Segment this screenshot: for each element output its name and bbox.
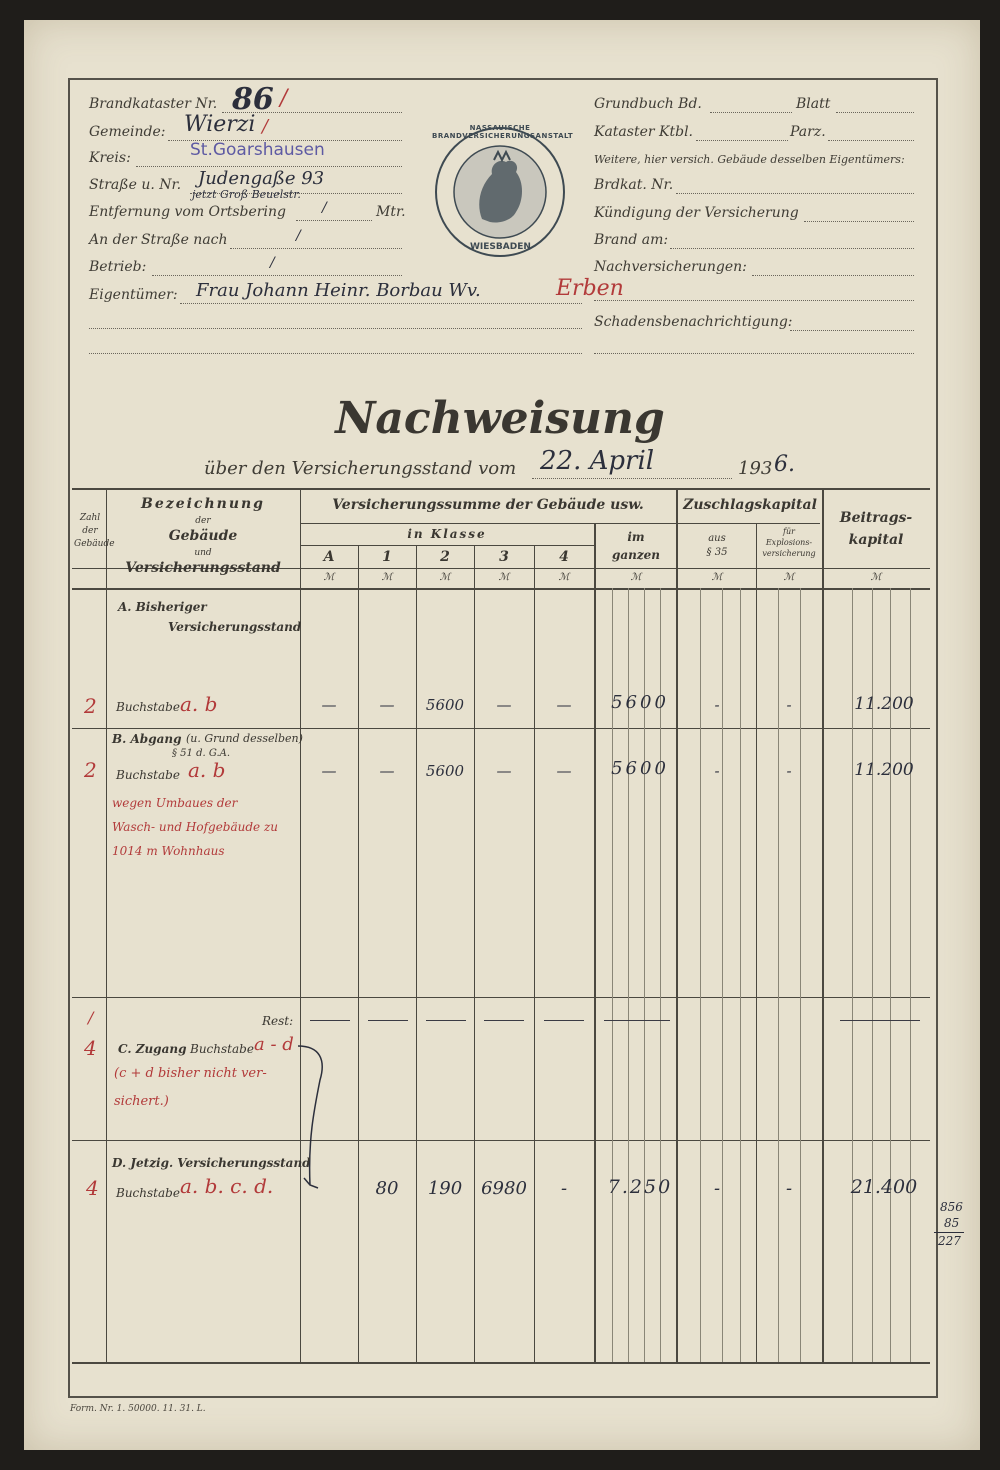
dotted-line bbox=[676, 193, 914, 194]
col-header-zahl: Zahl der Gebäude bbox=[74, 513, 115, 549]
dotted-line bbox=[180, 303, 582, 304]
table-rule bbox=[72, 588, 930, 590]
col-header-im: im bbox=[627, 530, 645, 544]
margin-calc-rule bbox=[934, 1232, 964, 1233]
dotted-line bbox=[230, 248, 402, 249]
section-a-klasse-3: — bbox=[496, 696, 512, 714]
grundbuch-label: Grundbuch Bd. bbox=[594, 96, 702, 112]
brdkat-label: Brdkat. Nr. bbox=[594, 177, 674, 193]
seal-emblem bbox=[432, 124, 574, 260]
dotted-line bbox=[152, 275, 402, 276]
col-line bbox=[474, 545, 475, 1362]
col-header-klasse-3: 3 bbox=[499, 549, 509, 565]
section-b-aus: - bbox=[714, 762, 720, 780]
unit-mark: ℳ bbox=[558, 572, 570, 583]
section-divider bbox=[72, 728, 930, 729]
col-line bbox=[676, 488, 678, 1362]
eigentuemer-label: Eigentümer: bbox=[89, 287, 178, 303]
section-c-buchstabe-label: Buchstabe bbox=[190, 1042, 254, 1056]
section-d-beitrag: 21.400 bbox=[850, 1176, 918, 1198]
betrieb-value: / bbox=[270, 255, 275, 271]
brandkataster-label: Brandkataster Nr. bbox=[89, 96, 218, 112]
col-line bbox=[822, 488, 824, 1362]
margin-calc-1: 856 bbox=[940, 1200, 963, 1214]
section-b-klasse-a: — bbox=[321, 762, 337, 780]
dotted-line bbox=[89, 353, 582, 354]
dotted-line bbox=[696, 140, 788, 141]
gemeinde-value: Wierzi bbox=[184, 112, 256, 137]
strasse-value-new: jetzt Groß Beuelstr. bbox=[192, 188, 301, 201]
col-header-gebaeude: Gebäude bbox=[168, 528, 238, 544]
parz-label: Parz. bbox=[790, 124, 826, 140]
section-a-count: 2 bbox=[84, 694, 97, 718]
gemeinde-label: Gemeinde: bbox=[89, 124, 166, 140]
col-header-klasse-4: 4 bbox=[559, 549, 569, 565]
unit-mark: ℳ bbox=[711, 572, 723, 583]
subtitle-year: 6. bbox=[774, 452, 795, 477]
rest-label: Rest: bbox=[262, 1014, 294, 1028]
section-a-title: A. Bisheriger bbox=[118, 600, 207, 614]
form-number: Form. Nr. 1. 50000. 11. 31. L. bbox=[70, 1404, 206, 1414]
dotted-line bbox=[594, 300, 914, 301]
section-c-note-2: sichert.) bbox=[114, 1094, 169, 1109]
table-top-rule bbox=[72, 488, 930, 490]
rest-dash bbox=[484, 1020, 524, 1021]
nachversicherungen-label: Nachversicherungen: bbox=[594, 259, 747, 275]
col-header-ganzen: ganzen bbox=[611, 548, 661, 562]
strasse-value: Judengaße 93 bbox=[198, 168, 325, 189]
section-a-klasse-a: — bbox=[321, 696, 337, 714]
section-d-title: D. Jetzig. Versicherungsstand bbox=[112, 1156, 311, 1170]
dotted-line bbox=[594, 353, 914, 354]
dotted-line bbox=[790, 330, 914, 331]
entfernung-label: Entfernung vom Ortsbering bbox=[89, 204, 286, 220]
section-b-klasse-4: — bbox=[556, 762, 572, 780]
col-header-in-klasse: in Klasse bbox=[407, 527, 487, 541]
section-divider bbox=[72, 1140, 930, 1141]
section-c-title: C. Zugang bbox=[118, 1042, 187, 1056]
section-a-im-ganzen: 5600 bbox=[611, 692, 669, 713]
unit-mark: ℳ bbox=[783, 572, 795, 583]
col-header-versicherung: versicherung bbox=[762, 549, 816, 558]
weitere-label: Weitere, hier versich. Gebäude desselben Eigentümers: bbox=[594, 153, 905, 166]
kreis-stamp: St.Goarshausen bbox=[190, 140, 325, 160]
dotted-line bbox=[710, 112, 792, 113]
col-header-versicherungssumme: Versicherungssumme der Gebäude usw. bbox=[332, 497, 644, 513]
col-header-para35: § 35 bbox=[706, 547, 728, 558]
seal-outer-text: NASSAUISCHE BRANDVERSICHERUNGSANSTALT bbox=[432, 124, 574, 140]
col-line bbox=[106, 488, 107, 1362]
col-header-fuer: für bbox=[783, 527, 795, 536]
section-b-note-2: Wasch- und Hofgebäude zu bbox=[112, 820, 279, 834]
section-d-klasse-1: 80 bbox=[375, 1178, 399, 1199]
bracket-arrow bbox=[290, 1040, 330, 1200]
section-a-aus: - bbox=[714, 696, 720, 714]
eigentuemer-value-red: Erben bbox=[556, 276, 624, 301]
section-a-beitrag: 11.200 bbox=[854, 694, 914, 714]
dotted-line bbox=[828, 140, 914, 141]
section-b-title: B. Abgang bbox=[112, 732, 182, 746]
col-header-versicherungsstand: Versicherungsstand bbox=[125, 560, 281, 576]
col-header-und: und bbox=[194, 548, 212, 558]
section-a-buchstabe-label: Buchstabe bbox=[116, 700, 180, 714]
entfernung-unit: Mtr. bbox=[376, 204, 406, 220]
subtitle-year-prefix: 193 bbox=[738, 458, 773, 479]
seal-bottom-text: WIESBADEN bbox=[470, 242, 531, 252]
section-d-buchstabe-label: Buchstabe bbox=[116, 1186, 180, 1200]
red-tick: / bbox=[280, 86, 288, 111]
rest-dash bbox=[840, 1020, 920, 1021]
section-c-count: 4 bbox=[84, 1036, 97, 1060]
an-der-strasse-label: An der Straße nach bbox=[89, 232, 228, 248]
col-header-bezeichnung: Bezeichnung bbox=[141, 496, 265, 512]
unit-mark: ℳ bbox=[630, 572, 642, 583]
section-d-count: 4 bbox=[86, 1176, 99, 1200]
strasse-label: Straße u. Nr. bbox=[89, 177, 182, 193]
col-line bbox=[594, 523, 596, 1362]
col-header-klasse-a: A bbox=[323, 549, 335, 565]
section-a-klasse-2: 5600 bbox=[425, 696, 465, 714]
dotted-line bbox=[136, 166, 402, 167]
table-bottom-rule bbox=[72, 1362, 930, 1364]
unit-mark: ℳ bbox=[381, 572, 393, 583]
col-line bbox=[756, 523, 757, 1362]
unit-mark: ℳ bbox=[439, 572, 451, 583]
dotted-line bbox=[532, 478, 732, 479]
section-d-klasse-4: - bbox=[560, 1178, 568, 1199]
an-der-strasse-value: / bbox=[296, 228, 301, 244]
section-b-klasse-1: — bbox=[379, 762, 395, 780]
section-a-klasse-1: — bbox=[379, 696, 395, 714]
section-c-buchstabe-value: a - d bbox=[254, 1034, 294, 1055]
table-rule bbox=[300, 523, 820, 524]
col-header-zuschlagskapital: Zuschlagskapital bbox=[683, 497, 817, 513]
unit-mark: ℳ bbox=[323, 572, 335, 583]
dotted-line bbox=[804, 221, 914, 222]
rest-dash bbox=[426, 1020, 466, 1021]
section-b-fuer: - bbox=[786, 762, 792, 780]
section-b-beitrag: 11.200 bbox=[854, 760, 914, 780]
section-b-note-3: 1014 m Wohnhaus bbox=[112, 844, 225, 858]
section-b-klasse-3: — bbox=[496, 762, 512, 780]
kataster-label: Kataster Ktbl. bbox=[594, 124, 693, 140]
col-header-explosions: Explosions- bbox=[765, 538, 813, 547]
blatt-label: Blatt bbox=[796, 96, 831, 112]
schaden-label: Schadensbenachrichtigung: bbox=[594, 314, 793, 330]
section-b-buchstabe-label: Buchstabe bbox=[116, 768, 180, 782]
section-b-im-ganzen: 5600 bbox=[611, 758, 669, 779]
section-b-klasse-2: 5600 bbox=[425, 762, 465, 780]
unit-mark: ℳ bbox=[498, 572, 510, 583]
col-line bbox=[416, 545, 417, 1362]
section-a-subtitle: Versicherungsstand bbox=[168, 620, 302, 634]
margin-calc-3: 227 bbox=[938, 1234, 961, 1248]
eigentuemer-value: Frau Johann Heinr. Borbau Wv. bbox=[196, 280, 481, 301]
dotted-line bbox=[296, 220, 372, 221]
rest-dash bbox=[604, 1020, 670, 1021]
dotted-line bbox=[670, 248, 914, 249]
entfernung-value: / bbox=[322, 200, 327, 216]
brand-label: Brand am: bbox=[594, 232, 669, 248]
col-header-klasse-1: 1 bbox=[382, 549, 392, 565]
kuendigung-label: Kündigung der Versicherung bbox=[594, 205, 799, 221]
section-d-aus: - bbox=[713, 1178, 721, 1199]
table-rule bbox=[300, 545, 594, 546]
rest-dash bbox=[544, 1020, 584, 1021]
section-b-title-extra: (u. Grund desselben) bbox=[186, 732, 303, 745]
dotted-line bbox=[836, 112, 914, 113]
margin-calc-2: 85 bbox=[944, 1216, 960, 1230]
betrieb-label: Betrieb: bbox=[89, 259, 147, 275]
col-header-kapital: kapital bbox=[848, 532, 904, 548]
section-d-im-ganzen: 7.250 bbox=[607, 1176, 673, 1198]
red-tick: / bbox=[262, 116, 269, 137]
section-b-buchstabe-value: a. b bbox=[188, 758, 226, 782]
dotted-line bbox=[752, 275, 914, 276]
section-d-fuer: - bbox=[785, 1178, 793, 1199]
document-title: Nachweisung bbox=[335, 393, 665, 444]
dotted-line bbox=[89, 328, 582, 329]
col-line bbox=[534, 545, 535, 1362]
rest-dash bbox=[368, 1020, 408, 1021]
section-b-count: 2 bbox=[84, 758, 97, 782]
section-d-klasse-3: 6980 bbox=[481, 1178, 527, 1199]
unit-mark: ℳ bbox=[870, 572, 882, 583]
section-d-buchstabe-value: a. b. c. d. bbox=[180, 1174, 274, 1198]
subtitle-date: 22. April bbox=[540, 446, 655, 476]
col-header-beitrags: Beitrags- bbox=[839, 510, 913, 526]
section-a-fuer: - bbox=[786, 696, 792, 714]
col-line bbox=[358, 545, 359, 1362]
section-a-klasse-4: — bbox=[556, 696, 572, 714]
rest-count: / bbox=[88, 1008, 94, 1027]
section-a-buchstabe-value: a. b bbox=[180, 692, 218, 716]
col-header-der: der bbox=[195, 516, 211, 526]
section-b-note-1: wegen Umbaues der bbox=[112, 796, 238, 810]
rest-dash bbox=[310, 1020, 350, 1021]
col-header-klasse-2: 2 bbox=[440, 549, 450, 565]
subtitle-prefix: über den Versicherungsstand vom bbox=[204, 458, 517, 479]
section-c-note-1: (c + d bisher nicht ver- bbox=[114, 1066, 267, 1081]
section-b-title-ref: § 51 d. G.A. bbox=[172, 748, 231, 759]
section-divider bbox=[72, 997, 930, 998]
kreis-label: Kreis: bbox=[89, 150, 131, 166]
col-header-aus: aus bbox=[708, 533, 726, 544]
brandkataster-value: 86 bbox=[232, 82, 274, 117]
section-d-klasse-2: 190 bbox=[427, 1178, 463, 1199]
